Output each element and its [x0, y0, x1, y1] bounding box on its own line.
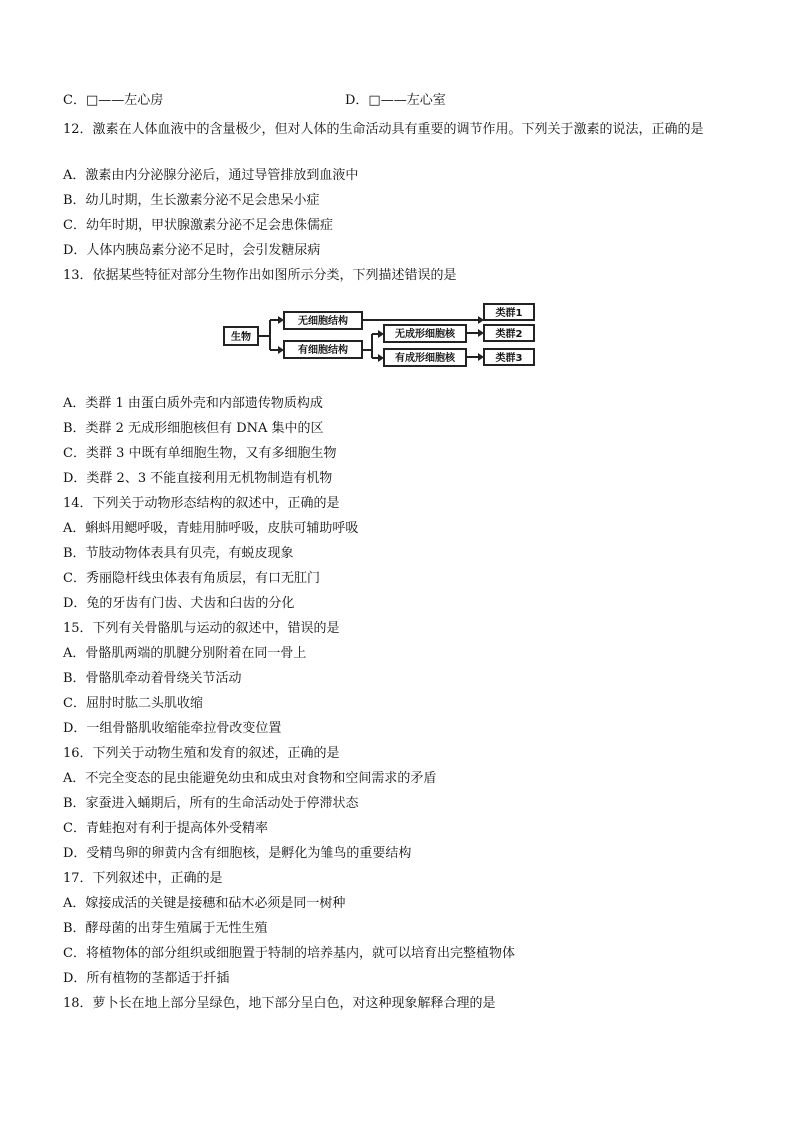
diagram-node-no-nucleus-label: 无成形细胞核 [395, 329, 455, 340]
q13-option-a: A．类群 1 由蛋白质外壳和内部遗传物质构成 [63, 396, 323, 411]
q14-option-c: C．秀丽隐杆线虫体表有角质层，有口无肛门 [63, 571, 320, 586]
q11-option-d: D．□——左心室 [345, 93, 446, 108]
q17-stem: 17．下列叙述中，正确的是 [63, 871, 223, 886]
diagram-group-2-label: 类群2 [495, 329, 523, 340]
q14-stem: 14．下列关于动物形态结构的叙述中，正确的是 [63, 496, 340, 511]
q15-option-d: D．一组骨骼肌收缩能牵拉骨改变位置 [63, 721, 282, 736]
q12-option-a: A．激素由内分泌腺分泌后，通过导管排放到血液中 [63, 168, 359, 183]
q13-option-c: C．类群 3 中既有单细胞生物，又有多细胞生物 [63, 446, 337, 461]
classification-diagram [222, 300, 542, 370]
q17-option-c: C．将植物体的部分组织或细胞置于特制的培养基内，就可以培育出完整植物体 [63, 946, 515, 961]
diagram-group-1-label: 类群1 [495, 308, 523, 319]
q15-option-c: C．屈肘时肱二头肌收缩 [63, 696, 203, 711]
q13-option-d: D．类群 2、3 不能直接利用无机物制造有机物 [63, 471, 333, 486]
q17-option-b: B．酵母菌的出芽生殖属于无性生殖 [63, 921, 268, 936]
q13-stem: 13．依据某些特征对部分生物作出如图所示分类，下列描述错误的是 [63, 268, 457, 283]
q12-option-b: B．幼儿时期，生长激素分泌不足会患呆小症 [63, 193, 320, 208]
q17-option-a: A．嫁接成活的关键是接穗和砧木必须是同一树种 [63, 896, 346, 911]
diagram-node-no-cell-label: 无细胞结构 [298, 316, 348, 327]
q15-option-b: B．骨骼肌牵动着骨绕关节活动 [63, 671, 242, 686]
q12-stem: 12．激素在人体血液中的含量极少，但对人体的生命活动具有重要的调节作用。下列关于激素的说法，正确的是 [63, 122, 704, 137]
q16-option-c: C．青蛙抱对有利于提高体外受精率 [63, 821, 268, 836]
q14-option-b: B．节肢动物体表具有贝壳，有蜕皮现象 [63, 546, 294, 561]
diagram-group-3-label: 类群3 [495, 353, 523, 364]
q11-option-c: C．□——左心房 [63, 93, 164, 108]
q15-option-a: A．骨骼肌两端的肌腱分别附着在同一骨上 [63, 646, 307, 661]
diagram-node-has-cell-label: 有细胞结构 [298, 345, 348, 356]
q13-option-b: B．类群 2 无成形细胞核但有 DNA 集中的区 [63, 421, 324, 436]
q17-option-d: D．所有植物的茎都适于扦插 [63, 971, 230, 986]
q18-stem: 18．萝卜长在地上部分呈绿色，地下部分呈白色，对这种现象解释合理的是 [63, 996, 496, 1011]
q14-option-d: D．兔的牙齿有门齿、犬齿和臼齿的分化 [63, 596, 295, 611]
q12-option-d: D．人体内胰岛素分泌不足时，会引发糖尿病 [63, 243, 321, 258]
diagram-root-label: 生物 [231, 332, 251, 343]
q16-stem: 16．下列关于动物生殖和发育的叙述，正确的是 [63, 746, 340, 761]
q16-option-a: A．不完全变态的昆虫能避免幼虫和成虫对食物和空间需求的矛盾 [63, 771, 437, 786]
q16-option-b: B．家蚕进入蛹期后，所有的生命活动处于停滞状态 [63, 796, 359, 811]
q15-stem: 15．下列有关骨骼肌与运动的叙述中，错误的是 [63, 621, 340, 636]
q16-option-d: D．受精鸟卵的卵黄内含有细胞核，是孵化为雏鸟的重要结构 [63, 846, 412, 861]
diagram-node-has-nucleus-label: 有成形细胞核 [395, 353, 455, 364]
q12-option-c: C．幼年时期，甲状腺激素分泌不足会患侏儒症 [63, 218, 333, 233]
q14-option-a: A．蝌蚪用鳃呼吸，青蛙用肺呼吸，皮肤可辅助呼吸 [63, 521, 359, 536]
